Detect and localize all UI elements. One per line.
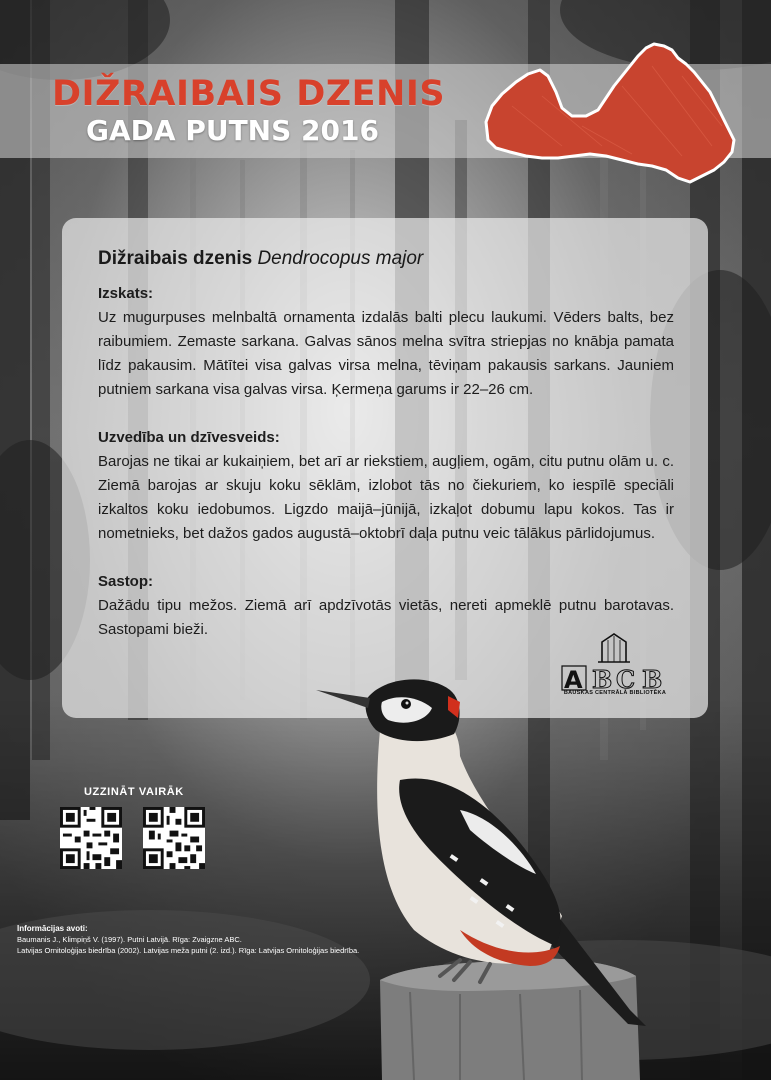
qr-code-icon[interactable] [60, 807, 122, 869]
species-name: Dižraibais dzenis [98, 248, 253, 269]
section-text: Uz mugurpuses melnbaltā ornamenta izdalās balti plecu laukumi. Vēders balts, bez raibumiem. Zemaste sarkana. Galvas sānos melna svītra striepjas no knābja pamata līdz pakausim. Mātītei visa galvas virsa melna, tēviņam pakausis sarkans. Jauniem putniem sarkana visa galvas virsa. Ķermeņa garums ir 22–26 cm. [98, 309, 674, 398]
source-item: Baumanis J., Klimpiņš V. (1997). Putni Latvijā. Rīga: Zvaigzne ABC. [17, 935, 242, 944]
section-text: Dažādu tipu mežos. Ziemā arī apdzīvotās vietās, nereti apmeklē putnu barotavas. Sastopami bieži. [98, 597, 674, 638]
svg-text:B: B [642, 665, 663, 694]
section-heading: Izskats: [98, 285, 154, 302]
poster-title: DIŽRAIBAIS DZENIS [52, 74, 446, 114]
svg-text:B: B [592, 665, 613, 694]
section-heading: Sastop: [98, 573, 154, 590]
sources-title: Informācijas avoti: [17, 924, 88, 933]
poster-subtitle: GADA PUTNS 2016 [86, 114, 379, 147]
source-item: Latvijas Ornitoloģijas biedrība (2002). Latvijas meža putni (2. izd.). Rīga: Latvijas Ornitoloģijas biedrība. [17, 946, 360, 955]
qr-code-icon[interactable] [143, 807, 205, 869]
section-appearance [98, 283, 674, 402]
section-heading: Uzvedība un dzīvesveids: [98, 429, 280, 446]
learn-more-label: UZZINĀT VAIRĀK [84, 786, 184, 798]
species-heading [98, 248, 423, 270]
section-behaviour [98, 427, 674, 546]
library-logo-caption: BAUSKAS CENTRĀLĀ BIBLIOTĒKA [563, 690, 667, 696]
section-text: Barojas ne tikai ar kukaiņiem, bet arī ar riekstiem, augļiem, ogām, citu putnu olām u. c. Ziemā barojas ar skuju koku sēklām, izlobot tās no čiekuriem, ko iespīlē speciāli izkaltos koku iedobumos. Ligzdo maijā–jūnijā, izkaļot dobumu lapu kokos. Tas ir nometnieks, bet dažos gados augustā–oktobrī daļa putnu veic tālākus pārlidojumus. [98, 453, 674, 542]
species-latin-name: Dendrocopus major [257, 248, 424, 269]
svg-text:C: C [616, 665, 636, 694]
svg-text:A: A [564, 666, 583, 694]
woodpecker-photo [310, 660, 690, 1080]
latvia-map-icon [482, 36, 744, 186]
sources [17, 923, 359, 956]
